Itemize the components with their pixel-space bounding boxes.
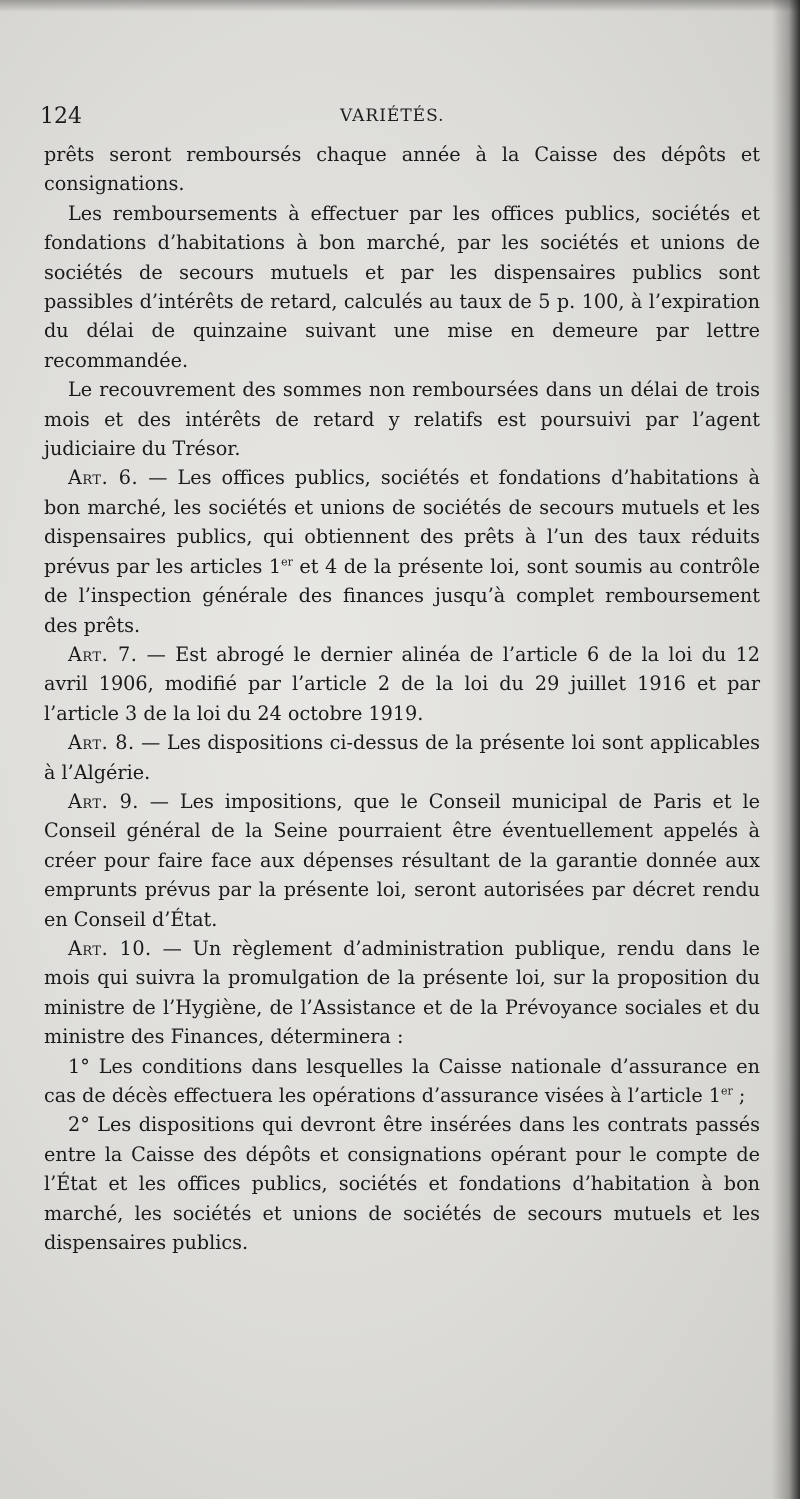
article-9 [44, 787, 760, 934]
page-number: 124 [40, 104, 82, 129]
article-10-label: Art. 10. [68, 936, 152, 960]
binding-shadow [772, 0, 800, 1499]
top-edge-shadow [0, 0, 800, 12]
article-6-text-b: et 4 de la présente loi, sont soumis au contrôle de l’inspection générale des finances jusqu’à complet remboursement des prêts. [44, 554, 761, 637]
article-7-label: Art. 7. [68, 642, 138, 666]
article-8-label: Art. 8. [68, 731, 135, 755]
article-8 [44, 728, 760, 787]
article-10-item-2: 2° Les dispositions qui devront être insérées dans les contrats passés entre la Caisse des dépôts et consignations opérant pour le compte de l’État et les offices publics, sociétés et fondations d’habitation à bon marché, les sociétés et unions de sociétés de secours mutuels et les dispensaires publics. [44, 1113, 760, 1255]
paragraph-remboursements: Les remboursements à effectuer par les offices publics, sociétés et fondations d’habitations à bon marché, par les sociétés et unions de sociétés de secours mutuels et par les dispensaires publics sont passibles d’intérêts de retard, calculés au taux de 5 p. 100, à l’expiration du délai de quinzaine suivant une mise en demeure par lettre recommandée. [44, 201, 760, 372]
item-1-text-a: 1° Les conditions dans lesquelles la Caisse nationale d’assurance en cas de décès effectuera les opérations d’assurance visées à l’article 1 [44, 1054, 760, 1107]
article-6-text-a: — Les offices publics, sociétés et fondations d’habitations à bon marché, les sociétés et unions de sociétés de secours mutuels et les dispensaires publics, qui obtiennent des prêts à l’un des taux réduits prévus par les articles 1 [44, 466, 761, 578]
article-10-text: — Un règlement d’administration publique, rendu dans le mois qui suivra la promulgation de la présente loi, sur la proposition du ministre de l’Hygiène, de l’Assistance et de la Prévoyance sociales et du ministre des Finances, déterminera : [44, 936, 760, 1049]
article-6-superscript: er [281, 555, 293, 569]
paragraph-recouvrement: Le recouvrement des sommes non remboursées dans un délai de trois mois et des intérêts de retard y relatifs est poursuivi par l’agent judiciaire du Trésor. [44, 378, 760, 461]
article-8-text: — Les dispositions ci-dessus de la présente loi sont applicables à l’Algérie. [44, 731, 760, 784]
body-text [44, 140, 760, 1257]
article-10-item-1 [44, 1052, 760, 1111]
article-10 [44, 934, 760, 1052]
running-head: VARIÉTÉS. [340, 106, 445, 126]
article-6 [44, 463, 760, 639]
article-9-text: — Les impositions, que le Conseil municipal de Paris et le Conseil général de la Seine pourraient être éventuellement appelés à créer pour faire face aux dépenses résultant de la garantie donnée aux emprunts prévus par la présente loi, seront autorisées par décret rendu en Conseil d’État. [44, 789, 760, 931]
article-9-label: Art. 9. [68, 789, 139, 813]
item-1-superscript: er [721, 1084, 733, 1098]
item-1-text-b: ; [732, 1084, 746, 1107]
article-7 [44, 640, 760, 728]
article-7-text: — Est abrogé le dernier alinéa de l’article 6 de la loi du 12 avril 1906, modifié par l’article 2 de la loi du 29 juillet 1916 et par l’article 3 de la loi du 24 octobre 1919. [44, 642, 760, 725]
paragraph-continuation: prêts seront remboursés chaque année à la Caisse des dépôts et consignations. [44, 143, 760, 196]
article-6-label: Art. 6. [68, 466, 139, 490]
page-header [40, 104, 760, 134]
